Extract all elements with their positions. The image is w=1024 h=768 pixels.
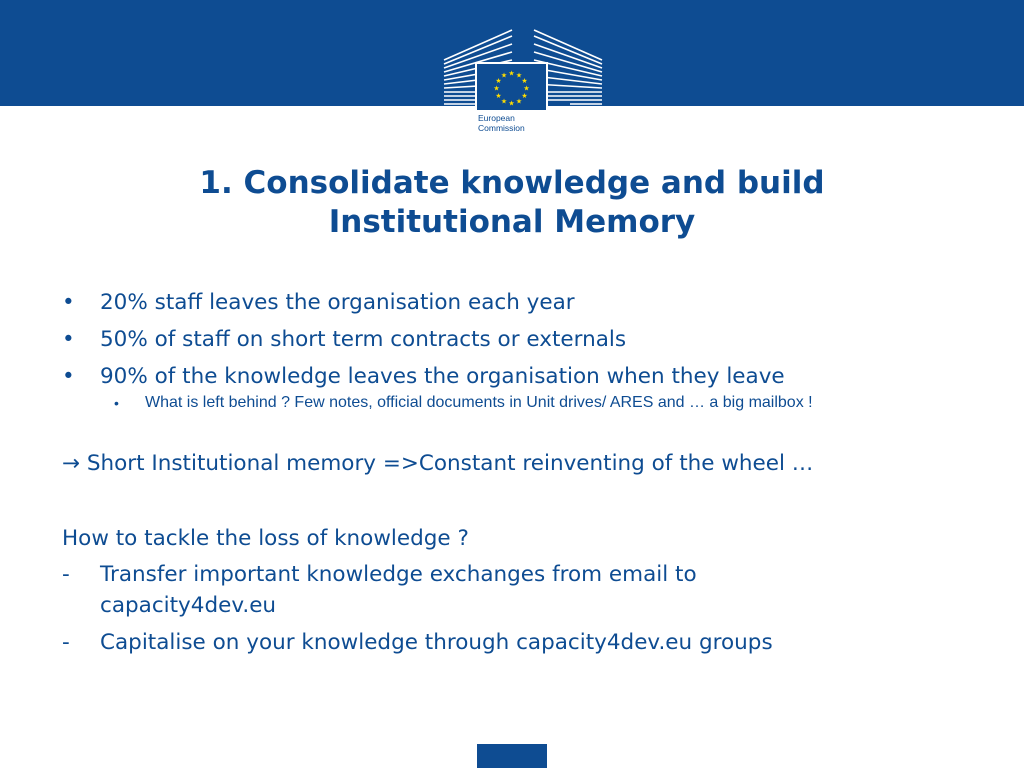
- arrow-icon: →: [62, 451, 81, 476]
- conclusion-text: Short Institutional memory =>Constant reinventing of the wheel …: [86, 451, 814, 476]
- sub-bullet-item: [62, 391, 982, 415]
- bullet-text: 20% staff leaves the organisation each year: [100, 290, 575, 315]
- eu-flag-icon: [477, 64, 546, 110]
- bullet-item: [62, 321, 982, 358]
- action-item: [62, 559, 962, 621]
- action-text-line1: Transfer important knowledge exchanges from email to: [100, 562, 697, 587]
- slide-title: [0, 164, 1024, 242]
- footer-eu-flag-icon: [477, 744, 547, 768]
- svg-text:★: ★: [495, 77, 502, 85]
- bullet-marker: •: [62, 364, 75, 389]
- svg-text:★: ★: [521, 92, 528, 100]
- bullet-marker: •: [62, 290, 75, 315]
- svg-text:★: ★: [493, 84, 500, 93]
- svg-text:★: ★: [508, 99, 515, 108]
- slide-title-line1: 1. Consolidate knowledge and build: [199, 165, 825, 201]
- logo-text-line2: Commission: [478, 123, 525, 133]
- bullet-marker: •: [62, 327, 75, 352]
- bullet-item: [62, 284, 982, 321]
- svg-text:★: ★: [500, 71, 508, 80]
- slide-title-line2: Institutional Memory: [328, 204, 696, 240]
- svg-text:★: ★: [515, 97, 523, 106]
- bullet-item: [62, 358, 982, 395]
- action-text-line2: capacity4dev.eu: [100, 593, 277, 618]
- eu-stars-icon: [477, 64, 546, 110]
- svg-text:★: ★: [508, 69, 515, 78]
- question-text: How to tackle the loss of knowledge ?: [62, 526, 469, 551]
- european-commission-logo: [438, 26, 608, 144]
- svg-text:★: ★: [523, 84, 530, 93]
- sub-bullet-marker: •: [114, 395, 119, 411]
- svg-text:★: ★: [515, 71, 523, 80]
- svg-text:★: ★: [500, 97, 508, 106]
- action-text-line1: Capitalise on your knowledge through capacity4dev.eu groups: [100, 630, 773, 655]
- action-list: [62, 559, 962, 664]
- dash-marker: -: [62, 630, 70, 655]
- action-item: [62, 627, 962, 658]
- logo-text-line1: European: [478, 113, 515, 123]
- svg-text:★: ★: [495, 92, 502, 100]
- conclusion-line: [62, 448, 813, 480]
- bullet-text: 50% of staff on short term contracts or externals: [100, 327, 627, 352]
- svg-text:★: ★: [521, 77, 528, 85]
- dash-marker: -: [62, 562, 70, 587]
- bullet-text: 90% of the knowledge leaves the organisation when they leave: [100, 364, 785, 389]
- logo-wordmark: [478, 113, 546, 133]
- sub-bullet-text: What is left behind ? Few notes, official documents in Unit drives/ ARES and … a big mailbox !: [145, 394, 813, 411]
- bullet-list: [62, 284, 982, 415]
